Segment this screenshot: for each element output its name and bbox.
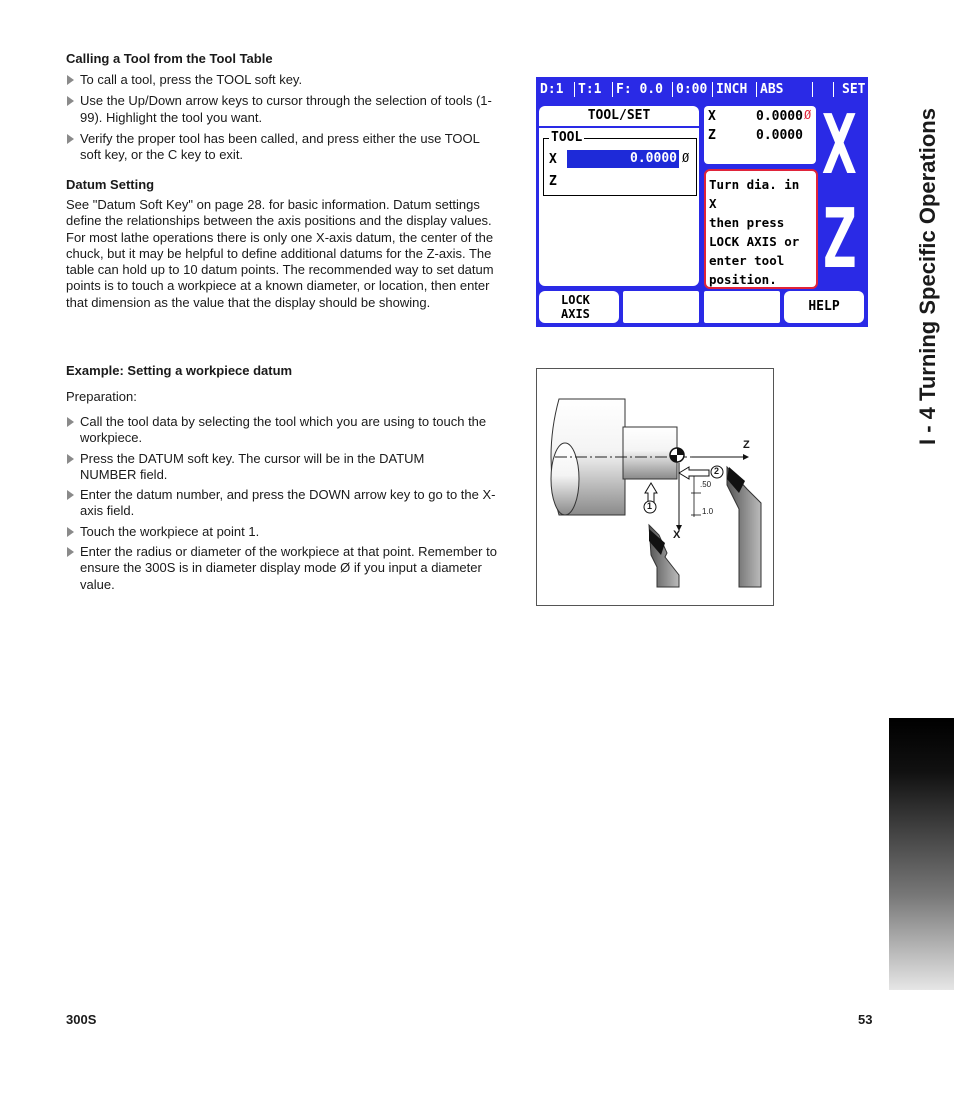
point-2-marker: 2: [714, 466, 720, 476]
big-z-letter: Z: [822, 192, 857, 287]
help-softkey[interactable]: HELP: [784, 291, 864, 323]
point-1-marker: 1: [647, 501, 653, 511]
status-set: SET: [833, 82, 865, 97]
message-line: LOCK AXIS or: [709, 234, 800, 249]
list-item: To call a tool, press the TOOL soft key.: [66, 72, 516, 88]
list-item: Press the DATUM soft key. The cursor will be in the DATUM NUMBER field.: [66, 451, 480, 484]
tool-x-field[interactable]: 0.0000: [567, 150, 679, 168]
axis-z-value: 0.0000: [756, 128, 803, 143]
status-mode: ABS: [756, 82, 812, 97]
axis-x-label: X: [708, 109, 716, 124]
message-line: then press: [709, 215, 785, 230]
dimension-10: 1.0: [702, 507, 714, 516]
status-tool: T:1: [574, 82, 612, 97]
page-number: 53: [858, 1012, 873, 1027]
z-axis-label: Z: [743, 439, 750, 451]
message-line: Turn dia. in X: [709, 177, 800, 211]
tool-set-title: TOOL/SET: [539, 106, 699, 128]
axis-z-label: Z: [708, 128, 716, 143]
tool-x-label: X: [549, 152, 557, 167]
status-bar: [540, 82, 865, 97]
diameter-icon: Ø: [682, 151, 690, 165]
axis-x-diameter-icon: Ø: [804, 108, 812, 122]
example-steps: [66, 414, 512, 593]
side-tab: [893, 40, 953, 690]
tool-table-heading: Calling a Tool from the Tool Table: [66, 51, 273, 66]
list-item: Call the tool data by selecting the tool which you are using to touch the workpiece.: [66, 414, 512, 447]
preparation-label: Preparation:: [66, 389, 137, 404]
status-units: INCH: [712, 82, 756, 97]
list-item: Verify the proper tool has been called, and press either the use TOOL soft key, or the C key to exit.: [66, 131, 500, 164]
datum-heading: Datum Setting: [66, 177, 155, 192]
message-line: position.: [709, 272, 777, 287]
message-panel: [704, 169, 818, 289]
list-item: Enter the datum number, and press the DOWN arrow key to go to the X-axis field.: [66, 487, 512, 520]
lathe-diagram-graphic: [537, 369, 773, 605]
status-feed: F: 0.0: [612, 82, 672, 97]
footer-product: 300S: [66, 1012, 97, 1027]
side-tab-text: I - 4 Turning Specific Operations: [915, 108, 940, 445]
thumb-tab-gradient: [889, 718, 954, 990]
axis-x-value: 0.0000: [756, 109, 803, 124]
axis-panel: [704, 106, 816, 164]
datum-body: See "Datum Soft Key" on page 28. for basic information. Datum settings define the relationships between the axis positions and the display values. For most lathe operations there is only one X-axis datum, the center of the chuck, but it may be helpful to define additional datums for the Z-axis. The table can hold up to 10 datum points. The recommended way to set datum points is to touch a workpiece at a known diameter, or location, then enter that dimension as the value that the display should be showing.: [66, 197, 494, 310]
lock-axis-softkey[interactable]: LOCK AXIS: [539, 291, 619, 323]
lathe-diagram: [536, 368, 774, 606]
status-datum: D:1: [540, 82, 564, 97]
softkey-blank-2[interactable]: [704, 291, 780, 323]
softkey-blank-1[interactable]: [623, 291, 699, 323]
tool-group-label: TOOL: [551, 130, 583, 145]
dimension-050: .50: [700, 480, 712, 489]
list-item: Touch the workpiece at point 1.: [66, 524, 512, 540]
dro-screen: [536, 77, 868, 327]
example-heading: Example: Setting a workpiece datum: [66, 363, 293, 378]
message-line: enter tool: [709, 253, 785, 268]
tool-set-panel: [539, 106, 699, 286]
list-item: Use the Up/Down arrow keys to cursor through the selection of tools (1-99). Highlight the tool you want.: [66, 93, 500, 126]
list-item: Enter the radius or diameter of the workpiece at that point. Remember to ensure the 300S is in diameter display mode Ø if you input a diameter value.: [66, 544, 512, 593]
tool-z-label: Z: [549, 174, 557, 189]
x-axis-label: X: [673, 529, 681, 541]
big-x-letter: X: [822, 98, 857, 193]
tool-table-list: [66, 72, 516, 163]
status-timer: 0:00: [672, 82, 712, 97]
